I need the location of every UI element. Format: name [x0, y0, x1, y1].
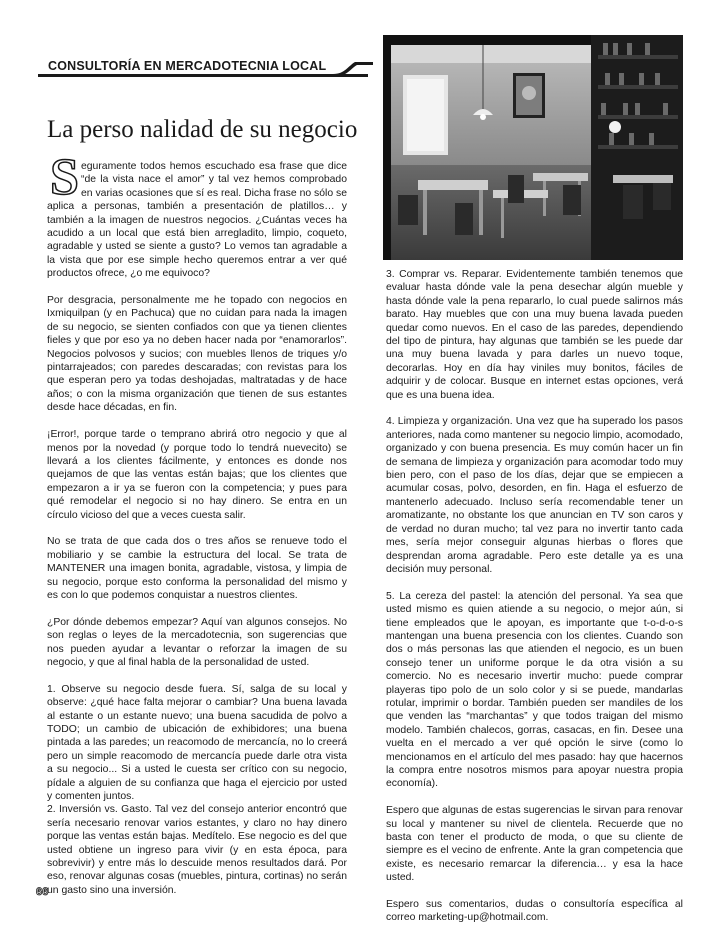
tip-2: 2. Inversión vs. Gasto. Tal vez del consejo anterior encontró que sería necesario renovar varios estantes, y claro no hay dinero porque las ventas están bajas. Medítelo. Ese negocio es del que usted obtiene un ingreso para vivir (y en esta época, para sobrevivir) y entre más lo descuide menos resultados dará. Por eso, renovar algunas cosas (muebles, pintura, cortinas) no serán un gasto sino una inversión.	[47, 804, 347, 896]
dropcap: S	[50, 149, 79, 206]
tip-4: 4. Limpieza y organización. Una vez que ha superado los pasos anteriores, nada como mantener su negocio limpio, acomodado, organizado y con buena presencia. Es muy común hacer un fin de semana de limpieza y organización para acomodar todo muy bien pero, con el paso de los días, dejar que se empiecen a acumular cosas, polvo, desorden, en fin. Haga el esfuerzo de mantenerlo adecuado. Incluso sería recomendable tener un aromatizante, no obstante los que anuncian en TV son caros y de verdad no duran mucho; tal vez para no invertir tanto cada mes, sería mejor conseguir algunas hierbas o flores que desprendan aroma agradable. Pero este detalle ya es una decisión muy personal.	[386, 416, 683, 575]
header-swoosh-decoration	[293, 58, 373, 78]
contact-paragraph: Espero sus comentarios, dudas o consultoría específica al correo marketing-up@hotmail.com.	[386, 899, 683, 924]
page-number: 66	[36, 886, 49, 898]
left-column	[47, 149, 347, 897]
paragraph: No se trata de que cada dos o tres años se renueve todo el mobiliario y se cambie la estructura del local. Se trata de MANTENER una imagen bonita, agradable, vistosa, y limpia de su negocio, porque esto conforma la personalidad del mismo y es con lo que podemos conquistar a nuestros clientes.	[47, 536, 347, 601]
tip-1: 1. Observe su negocio desde fuera. Sí, salga de su local y observe: ¿qué hace falta mejorar o cambiar? Una buena lavada al estante o un estante nuevo; una buena sacudida de polvo a TODO; un cambio de ubicación de exhibidores; una buena pintada a las paredes; un reacomodo de mercancía, no lo creerá pero un simple reacomodo de mercancía puede darle otra vista a su negocio... Si a usted le cuesta ser crítico con su negocio, pídale a alguien de su confianza que haga el ejercicio por usted y comenten juntos.	[47, 683, 347, 803]
paragraph: Por desgracia, personalmente me he topado con negocios en Ixmiquilpan (y en Pachuca) que no cuidan para nada la imagen de su negocio, se sienten confiados con que ya tienen clientes fieles y que por eso ya no deben hacer nada por “enamorarlos”. Negocios polvosos y sucios; con muebles llenos de triques y/o pintarrajeados; con paredes descaradas; con revistas para los que esperan pero ya todas deshojadas, maltratadas y de hace años; o con la misma organización que tienen de sus estantes desde hace décadas, en fin.	[47, 295, 347, 414]
tip-5: 5. La cereza del pastel: la atención del personal. Ya sea que usted mismo es quien atiende a su negocio, o mejor aún, si tiene empleados que le apoyan, es importante que t-o-d-o-s mantengan una buena presencia con los clientes. Cuando son dos o más personas las que atienden el negocio, es un buen consejo tener un uniforme porque le da otra visión a su comercio. No es necesario invertir mucho: puede comprar playeras tipo polo de un solo color y si se puede, mandarlas rotular, imprimir o bordar. También pueden ser mandiles de los que venden las “marchantas” y que todos traigan del mismo modelo. También chalecos, gorras, casacas, en fin. Desee una vuelta en el mercado a ver qué opción le sirve (como lo mencionamos en el artículo del mes pasado: hay que hacernos la compra entre nosotros mismos para apoyar nuestra propia economía).	[386, 590, 683, 790]
section-title: CONSULTORÍA EN MERCADOTECNIA LOCAL	[48, 59, 327, 73]
section-header	[38, 58, 370, 78]
restaurant-interior-photo	[383, 35, 683, 260]
tip-3: 3. Comprar vs. Reparar. Evidentemente también tenemos que evaluar hasta dónde vale la pena desechar algún mueble y hasta dónde vale la pena repararlo, lo cual puede salirnos más barato. Hay muebles que con una muy buena lavada pueden quedar como nuevos. En el caso de las paredes, dependiendo del tipo de pintura, hay algunas que también se les puede dar una muy buena lavada y para darles un nuevo toque, decorarlas. Hoy en día hay viniles muy bonitos, fáciles de adquirir y de colocar. Busque en internet estas opciones, verá que es una buena idea.	[386, 269, 683, 401]
right-column	[386, 268, 683, 938]
intro-paragraph: S eguramente todos hemos escuchado esa frase que dice “de la vista nace el amor” y tal vez hemos comprobado en varias ocasiones que sí es real. Dicha frase no sólo se aplica a personas, también a presentación de platillos… y también a la imagen de nuestros negocios. ¿Cuántas veces ha acudido a un local que está bien arregladito, limpio, coqueto, agradable y usted se siente a gusto? Lo vemos tan agradable a la vista que por ese simple hecho queremos entrar a ver qué productos ofrece, ¿o me equivoco?	[47, 149, 347, 280]
paragraph: ¡Error!, porque tarde o temprano abrirá otro negocio y que al menos por la novedad (y porque todo lo tendrá nuevecito) se llevará a los clientes fácilmente, y entonces es donde nos quejamos de que las ventas están bajas; que los clientes que empezaron a ir ya se fueron con la competencia; y pues para qué remodelar el negocio si no hay dinero. Se entra en un círculo vicioso del que a veces cuesta salir.	[47, 429, 347, 521]
article-title: La perso nalidad de su negocio	[47, 116, 358, 143]
closing-paragraph: Espero que algunas de estas sugerencias le sirvan para renovar su local y mantener su nivel de clientela. Recuerde que no basta con tener el producto de moda, o que su cliente de siempre es el vecino de enfrente. Ante la gran competencia que existe, es necesario remarcar la diferencia… y esa la hace usted.	[386, 805, 683, 884]
paragraph: ¿Por dónde debemos empezar? Aquí van algunos consejos. No son reglas o leyes de la mercadotecnia, son sugerencias que nos pueden ayudar a levantar o reforzar la imagen de su negocio, y que al final habla de la personalidad de usted.	[47, 616, 347, 668]
